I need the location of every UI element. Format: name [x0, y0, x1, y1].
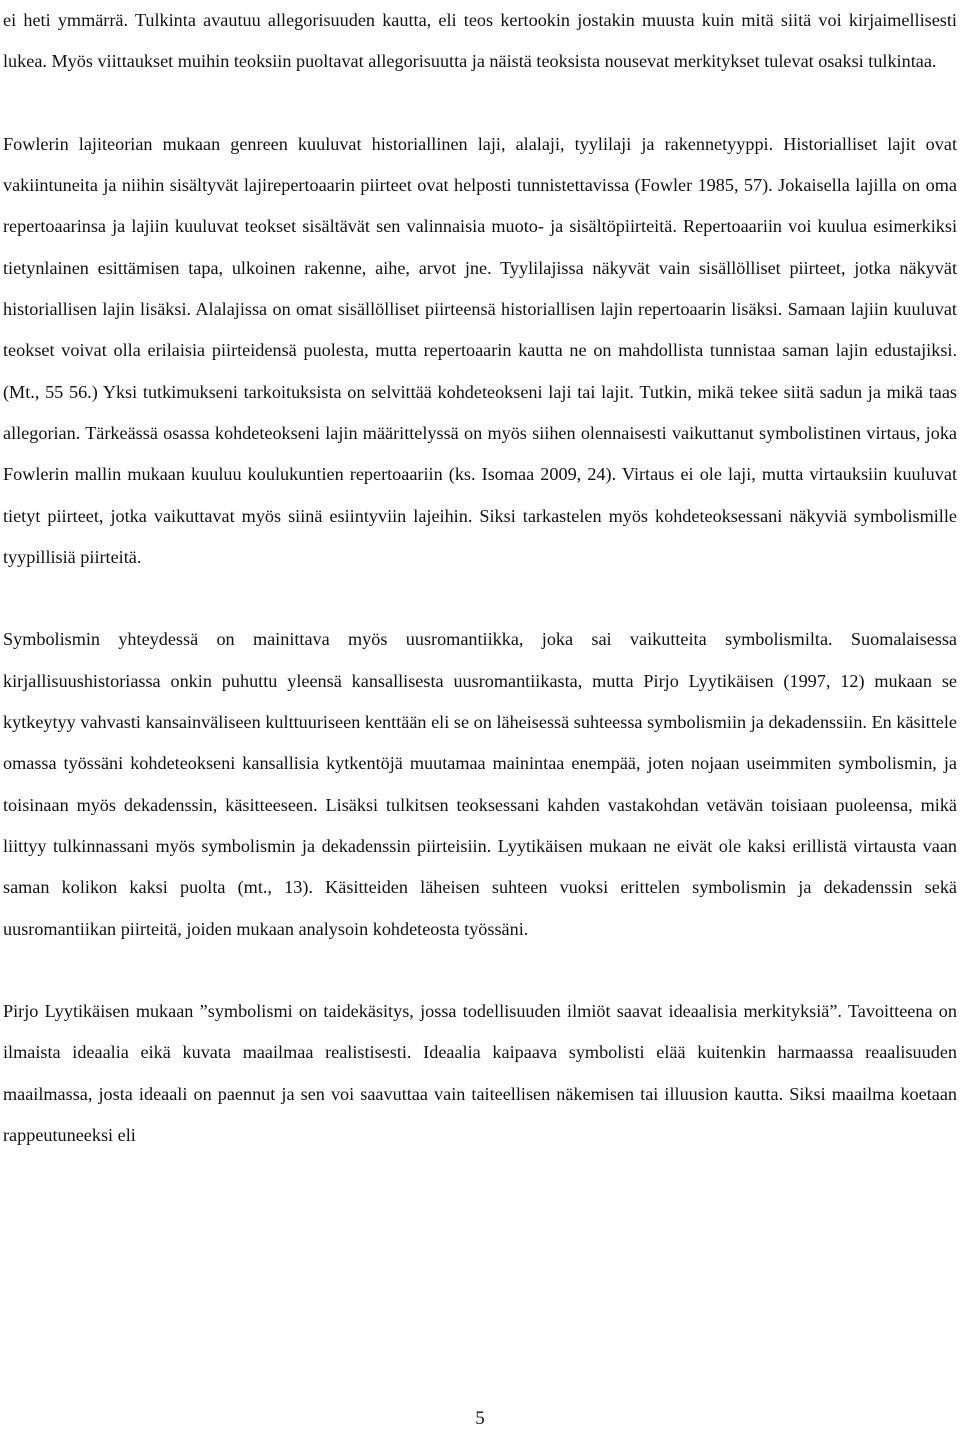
paragraph-gap — [3, 83, 957, 124]
paragraph-2: Fowlerin lajiteorian mukaan genreen kuuluvat historiallinen laji, alalaji, tyylilaji ja rakennetyyppi. Historialliset lajit ovat vakiintuneita ja niihin sisältyvät lajirepertoaarin piirteet ovat helposti tunnistettavissa (Fowler 1985, 57). Jokaisella lajilla on oma repertoaarinsa ja lajiin kuuluvat teokset sisältävät sen valinnaisia muoto- ja sisältöpiirteitä. Repertoaariin voi kuulua esimerkiksi tietynlainen esittämisen tapa, ulkoinen rakenne, aihe, arvot jne. Tyylilajissa näkyvät vain sisällölliset piirteet, jotka näkyvät historiallisen lajin lisäksi. Alalajissa on omat sisällölliset piirteensä historiallisen lajin repertoaarin lisäksi. Samaan lajiin kuuluvat teokset voivat olla erilaisia piirteidensä puolesta, mutta repertoaarin kautta ne on mahdollista tunnistaa saman lajin edustajiksi. (Mt., 55 56.) Yksi tutkimukseni tarkoituksista on selvittää kohdeteokseni laji tai lajit. Tutkin, mikä tekee siitä sadun ja mikä taas allegorian. Tärkeässä osassa kohdeteokseni lajin määrittelyssä on myös siihen olennaisesti vaikuttanut symbolistinen virtaus, joka Fowlerin mallin mukaan kuuluu koulukuntien repertoaariin (ks. Isomaa 2009, 24). Virtaus ei ole laji, mutta virtauksiin kuuluvat tietyt piirteet, jotka vaikuttavat myös siinä esiintyviin lajeihin. Siksi tarkastelen myös kohdeteoksessani näkyviä symbolismille tyypillisiä piirteitä. — [3, 133, 957, 567]
paragraph-4: Pirjo Lyytikäisen mukaan ”symbolismi on taidekäsitys, jossa todellisuuden ilmiöt saavat ideaalisia merkityksiä”. Tavoitteena on ilmaista ideaalia eikä kuvata maailmaa realistisesti. Ideaalia kaipaava symbolisti elää kuitenkin harmaassa reaalisuuden maailmassa, josta ideaali on paennut ja sen voi saavuttaa vain taiteellisen näkemisen tai illuusion kautta. Siksi maailma koetaan rappeutuneeksi eli — [3, 1001, 957, 1146]
page-number: 5 — [475, 1408, 485, 1429]
paragraph-gap — [3, 578, 957, 619]
document-page — [3, 0, 957, 1156]
paragraph-1: ei heti ymmärrä. Tulkinta avautuu allegorisuuden kautta, eli teos kertookin jostakin muusta kuin mitä siitä voi kirjaimellisesti lukea. Myös viittaukset muihin teoksiin puoltavat allegorisuutta ja näistä teoksista nousevat merkitykset tulevat osaksi tulkintaa. — [3, 10, 957, 72]
paragraph-3: Symbolismin yhteydessä on mainittava myös uusromantiikka, joka sai vaikutteita symbolismilta. Suomalaisessa kirjallisuushistoriassa onkin puhuttu yleensä kansallisesta uusromantiikasta, mutta Pirjo Lyytikäisen (1997, 12) mukaan se kytkeytyy vahvasti kansainväliseen kulttuuriseen kenttään eli se on läheisessä suhteessa symbolismiin ja dekadenssiin. En käsittele omassa työssäni kohdeteokseni kansallisia kytkentöjä muutamaa mainintaa enempää, joten nojaan useimmiten symbolismin, ja toisinaan myös dekadenssin, käsitteeseen. Lisäksi tulkitsen teoksessani kahden vastakohdan vetävän toisiaan puoleensa, mikä liittyy tulkinnassani myös symbolismin ja dekadenssin piirteisiin. Lyytikäisen mukaan ne eivät ole kaksi erillistä virtausta vaan saman kolikon kaksi puolta (mt., 13). Käsitteiden läheisen suhteen vuoksi erittelen symbolismin ja dekadenssin sekä uusromantiikan piirteitä, joiden mukaan analysoin kohdeteosta työssäni. — [3, 629, 957, 939]
paragraph-gap — [3, 950, 957, 991]
